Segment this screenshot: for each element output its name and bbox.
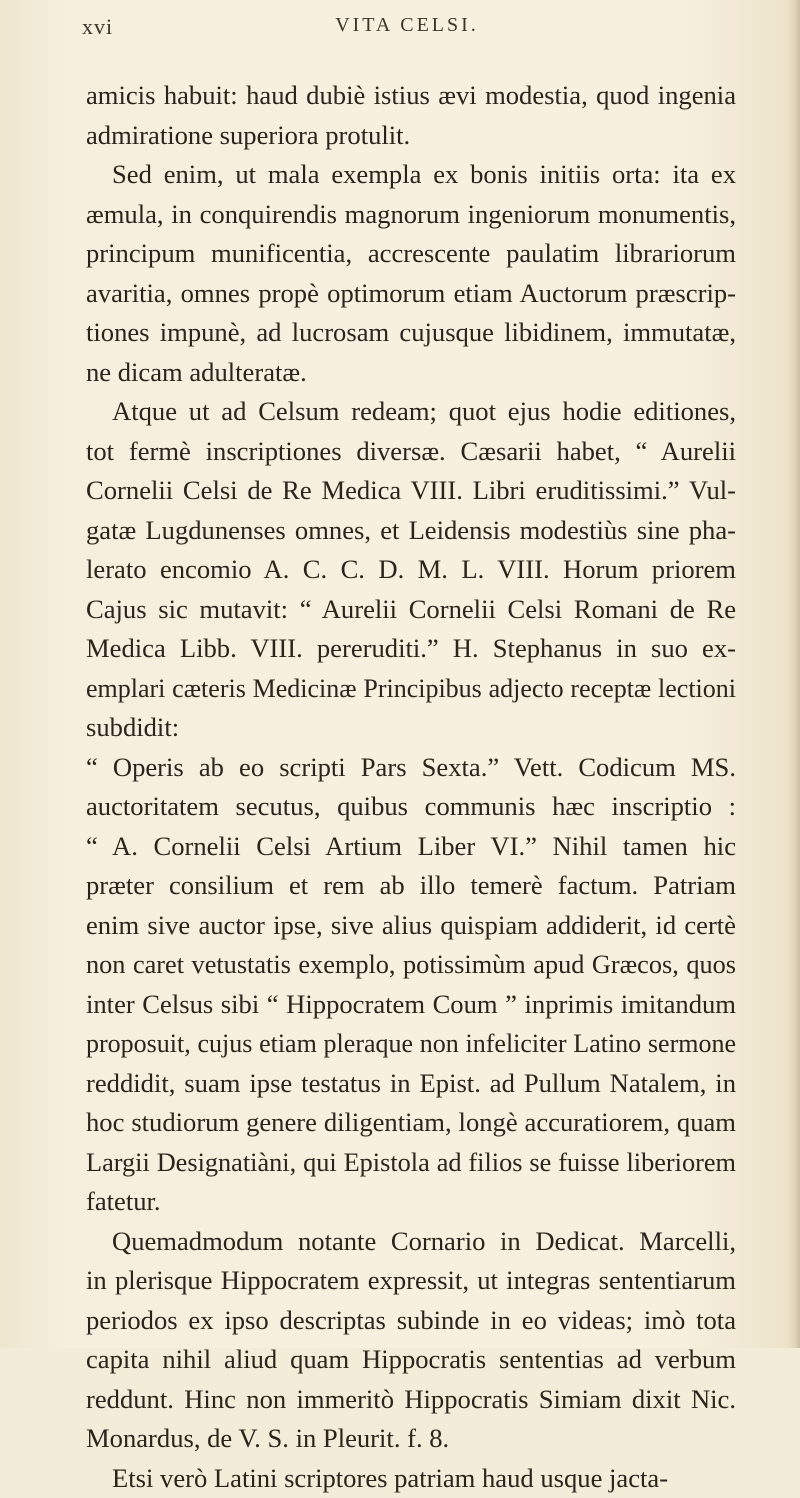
text-line: Quemadmodum notante Cornario in Dedicat. Marcelli, bbox=[86, 1222, 736, 1262]
text-line: principum munificentia, accrescente paulatim librariorum bbox=[86, 234, 736, 274]
text-line: periodos ex ipso descriptas subinde in eo videas; imò tota bbox=[86, 1301, 736, 1341]
text-line: enim sive auctor ipse, sive alius quispiam addiderit, id certè bbox=[86, 906, 736, 946]
text-line: Largii Designatiàni, qui Epistola ad filios se fuisse liberiorem bbox=[86, 1143, 736, 1183]
text-line: auctoritatem secutus, quibus communis hæc inscriptio : bbox=[86, 787, 736, 827]
text-line: emplari cæteris Medicinæ Principibus adjecto receptæ lectioni bbox=[86, 669, 736, 709]
text-line: reddidit, suam ipse testatus in Epist. ad Pullum Natalem, in bbox=[86, 1064, 736, 1104]
text-line: æmula, in conquirendis magnorum ingeniorum monumentis, bbox=[86, 195, 736, 235]
text-line: præter consilium et rem ab illo temerè factum. Patriam bbox=[86, 866, 736, 906]
text-line: “ A. Cornelii Celsi Artium Liber VI.” Nihil tamen hic bbox=[86, 827, 736, 867]
running-head bbox=[82, 14, 732, 48]
text-line: Etsi verò Latini scriptores patriam haud usque jacta- bbox=[86, 1459, 736, 1498]
text-line: amicis habuit: haud dubiè istius ævi modestia, quod ingenia bbox=[86, 76, 736, 116]
text-line: Sed enim, ut mala exempla ex bonis initiis orta: ita ex bbox=[86, 155, 736, 195]
running-title: VITA CELSI. bbox=[82, 14, 732, 37]
text-line: tiones impunè, ad lucrosam cujusque libidinem, immutatæ, bbox=[86, 313, 736, 353]
text-line: in plerisque Hippocratem expressit, ut integras sententiarum bbox=[86, 1261, 736, 1301]
text-line: Atque ut ad Celsum redeam; quot ejus hodie editiones, bbox=[86, 392, 736, 432]
text-line: lerato encomio A. C. C. D. M. L. VIII. Horum priorem bbox=[86, 550, 736, 590]
text-line: Cajus sic mutavit: “ Aurelii Cornelii Celsi Romani de Re bbox=[86, 590, 736, 630]
page-edge-shadow bbox=[786, 0, 800, 1348]
text-line: reddunt. Hinc non immeritò Hippocratis Simiam dixit Nic. bbox=[86, 1380, 736, 1420]
page-number: xvi bbox=[82, 14, 113, 40]
text-line: avaritia, omnes propè optimorum etiam Auctorum præscrip- bbox=[86, 274, 736, 314]
text-line: gatæ Lugdunenses omnes, et Leidensis modestiùs sine pha- bbox=[86, 511, 736, 551]
text-line: admiratione superiora protulit. bbox=[86, 116, 736, 156]
text-line: capita nihil aliud quam Hippocratis sententias ad verbum bbox=[86, 1340, 736, 1380]
text-line: hoc studiorum genere diligentiam, longè accuratiorem, quam bbox=[86, 1103, 736, 1143]
text-line: Monardus, de V. S. in Pleurit. f. 8. bbox=[86, 1419, 736, 1459]
text-line: Medica Libb. VIII. pereruditi.” H. Stephanus in suo ex- bbox=[86, 629, 736, 669]
text-line: “ Operis ab eo scripti Pars Sexta.” Vett. Codicum MS. bbox=[86, 748, 736, 788]
text-line: Cornelii Celsi de Re Medica VIII. Libri eruditissimi.” Vul- bbox=[86, 471, 736, 511]
text-line: subdidit: bbox=[86, 708, 736, 748]
text-line: fatetur. bbox=[86, 1182, 736, 1222]
text-line: tot fermè inscriptiones diversæ. Cæsarii habet, “ Aurelii bbox=[86, 432, 736, 472]
text-line: non caret vetustatis exemplo, potissimùm apud Græcos, quos bbox=[86, 945, 736, 985]
text-line: proposuit, cujus etiam pleraque non infeliciter Latino sermone bbox=[86, 1024, 736, 1064]
body-text bbox=[86, 76, 736, 1498]
text-line: inter Celsus sibi “ Hippocratem Coum ” inprimis imitandum bbox=[86, 985, 736, 1025]
text-line: ne dicam adulteratæ. bbox=[86, 353, 736, 393]
